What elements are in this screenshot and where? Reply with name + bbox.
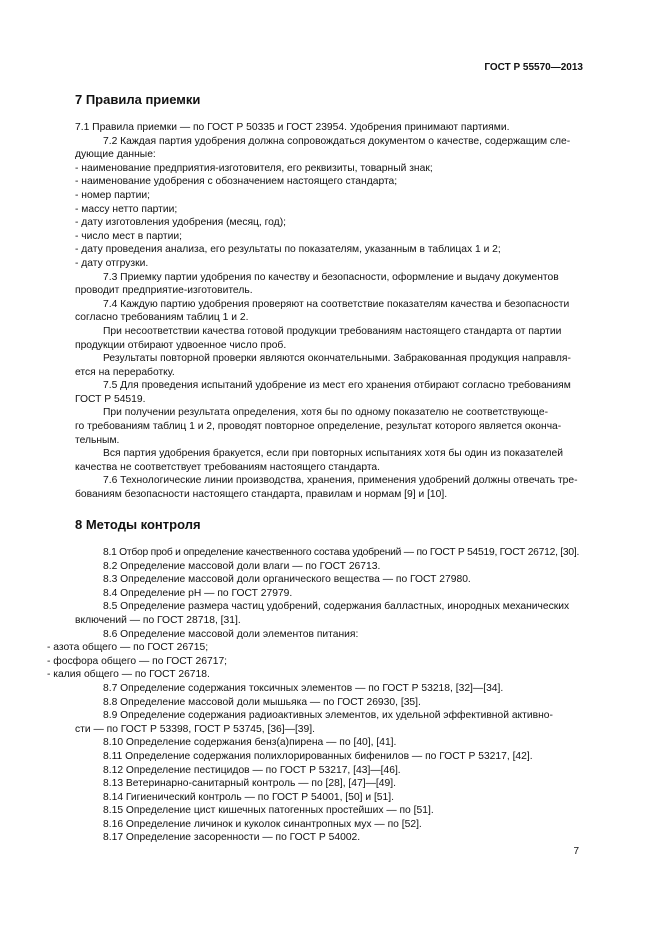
list-item: - калия общего — по ГОСТ 26718. (47, 669, 210, 681)
para-8-5-line-2: включений — по ГОСТ 28718, [31]. (75, 614, 241, 626)
para-line: продукции отбирают удвоенное число проб. (75, 339, 287, 351)
list-item: - наименование предприятия-изготовителя, его реквизиты, товарный знак; (75, 162, 433, 174)
para-8-17: 8.17 Определение засоренности — по ГОСТ Р 54002. (103, 832, 361, 844)
para-8-15: 8.15 Определение цист кишечных патогенных простейших — по [51]. (103, 805, 434, 817)
standard-code-header: ГОСТ Р 55570—2013 (484, 62, 583, 73)
para-7-3-line-1: 7.3 Приемку партии удобрения по качеству и безопасности, оформление и выдачу документов (103, 271, 559, 283)
para-8-9-line-1: 8.9 Определение содержания радиоактивных элементов, их удельной эффективной активно- (103, 710, 553, 722)
para-7-6-line-1: 7.6 Технологические линии производства, хранения, применения удобрений должны отвечать тре- (103, 475, 578, 487)
page-number: 7 (573, 846, 579, 857)
list-item: - азота общего — по ГОСТ 26715; (47, 642, 209, 654)
section-7-body (75, 121, 585, 502)
para-8-12: 8.12 Определение пестицидов — по ГОСТ Р 53217, [43]—[46]. (103, 764, 401, 776)
para-7-4-line-2: согласно требованиям таблиц 1 и 2. (75, 312, 249, 324)
para-8-9-line-2: сти — по ГОСТ Р 53398, ГОСТ Р 53745, [36]—[39]. (75, 723, 315, 735)
para-8-6: 8.6 Определение массовой доли элементов питания: (103, 628, 359, 640)
section-8-body (47, 546, 585, 845)
section-7-title: 7 Правила приемки (75, 92, 201, 107)
para-line: тельным. (75, 434, 120, 446)
para-7-5-line-2: ГОСТ Р 54519. (75, 393, 146, 405)
para-8-1: 8.1 Отбор проб и определение качественного состава удобрений — по ГОСТ Р 54519, ГОСТ 26712, [30]. (103, 547, 580, 558)
para-7-2-line-2: дующие данные: (75, 149, 156, 161)
para-line: го требованиям таблиц 1 и 2, проводят повторное определение, результат которого является оконча- (75, 421, 562, 433)
para-8-14: 8.14 Гигиенический контроль — по ГОСТ Р 54001, [50] и [51]. (103, 791, 394, 803)
para-8-7: 8.7 Определение содержания токсичных элементов — по ГОСТ Р 53218, [32]—[34]. (103, 682, 504, 694)
para-8-8: 8.8 Определение массовой доли мышьяка — по ГОСТ 26930, [35]. (103, 696, 421, 708)
para-7-6-line-2: бованиям безопасности настоящего стандарта, правилам и нормам [9] и [10]. (75, 489, 448, 501)
para-7-2-line-1: 7.2 Каждая партия удобрения должна сопровождаться документом о качестве, содержащим сле- (103, 135, 571, 147)
para-8-11: 8.11 Определение содержания полихлорированных бифенилов — по ГОСТ Р 53217, [42]. (103, 750, 533, 762)
para-7-5-line-1: 7.5 Для проведения испытаний удобрение из мест его хранения отбирают согласно требованиям (103, 380, 571, 392)
para-7-4-line-1: 7.4 Каждую партию удобрения проверяют на соответствие показателям качества и безопасности (103, 298, 570, 310)
para-line: При несоответствии качества готовой продукции требованиям настоящего стандарта от партии (103, 325, 562, 337)
para-line: Вся партия удобрения бракуется, если при повторных испытаниях хотя бы один из показателей (103, 448, 564, 460)
list-item: - дату изготовления удобрения (месяц, год); (75, 217, 286, 229)
list-item: - наименование удобрения с обозначением настоящего стандарта; (75, 176, 398, 188)
para-line: качества не соответствует требованиям настоящего стандарта. (75, 461, 381, 473)
list-item: - число мест в партии; (75, 230, 183, 242)
list-item: - дату отгрузки. (75, 257, 149, 269)
para-8-10: 8.10 Определение содержания бенз(а)пирена — по [40], [41]. (103, 737, 397, 749)
para-8-3: 8.3 Определение массовой доли органического вещества — по ГОСТ 27980. (103, 574, 471, 586)
list-item: - массу нетто партии; (75, 203, 178, 215)
list-item: - номер партии; (75, 189, 150, 201)
para-7-1: 7.1 Правила приемки — по ГОСТ Р 50335 и ГОСТ 23954. Удобрения принимают партиями. (75, 122, 510, 133)
para-8-4: 8.4 Определение рН — по ГОСТ 27979. (103, 587, 293, 599)
para-8-13: 8.13 Ветеринарно-санитарный контроль — по [28], [47]—[49]. (103, 778, 396, 790)
para-8-16: 8.16 Определение личинок и куколок синантропных мух — по [52]. (103, 818, 422, 830)
list-item: - фосфора общего — по ГОСТ 26717; (47, 655, 228, 667)
para-7-3-line-2: проводит предприятие-изготовитель. (75, 285, 253, 297)
para-8-2: 8.2 Определение массовой доли влаги — по ГОСТ 26713. (103, 560, 381, 572)
para-line: Результаты повторной проверки являются окончательными. Забракованная продукция направля- (103, 353, 571, 365)
para-8-5-line-1: 8.5 Определение размера частиц удобрений, содержания балластных, инородных механических (103, 601, 570, 613)
section-8-title: 8 Методы контроля (75, 517, 201, 532)
list-item: - дату проведения анализа, его результаты по показателям, указанным в таблицах 1 и 2; (75, 244, 501, 256)
para-line: При получении результата определения, хотя бы по одному показателю не соответствующе- (103, 407, 549, 419)
para-line: ется на переработку. (75, 366, 175, 378)
